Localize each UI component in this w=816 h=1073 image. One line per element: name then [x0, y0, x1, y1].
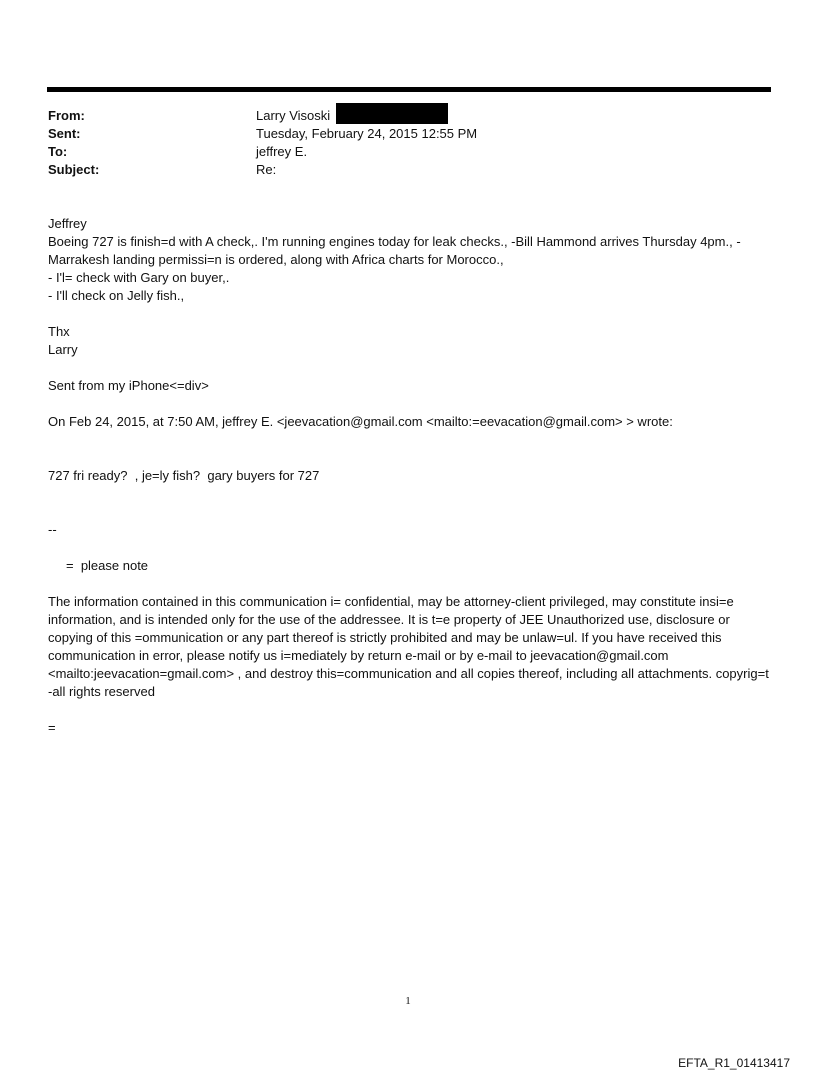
quote-header: On Feb 24, 2015, at 7:50 AM, jeffrey E. <jeevacation@gmail.com <mailto:=eevacation@gmail.com> > wrote: [48, 414, 673, 429]
sent-label: Sent: [48, 126, 81, 141]
sent-from-line: Sent from my iPhone<=div> [48, 378, 209, 393]
subject-label: Subject: [48, 162, 100, 177]
from-value: Larry Visoski [256, 108, 331, 123]
redaction-bar [336, 103, 448, 124]
message-line-gary: - I'l= check with Gary on buyer,. [48, 270, 230, 285]
subject-value: Re: [256, 162, 277, 177]
quoted-message: 727 fri ready? , je=ly fish? gary buyers for 727 [48, 468, 320, 483]
to-value: jeffrey E. [256, 144, 308, 159]
message-line-jelly: - I'll check on Jelly fish., [48, 288, 185, 303]
trailing-equals: = [48, 720, 56, 735]
header-rule [47, 87, 771, 92]
greeting: Jeffrey [48, 216, 87, 231]
message-paragraph: Boeing 727 is finish=d with A check,. I'm running engines today for leak checks., -Bill Hammond arrives Thursday 4pm., -Marrakesh landing permissi=n is ordered, along with Africa charts for Morocco., [48, 234, 741, 267]
confidentiality-disclaimer: The information contained in this communication i= confidential, may be attorney-client privileged, may constitute insi=e information, and is intended only for the use of the addressee. It is t=e property of JEE Unauthorized use, disclosure or copying of this =ommunication or any part thereof is strictly prohibited and may be unlaw=ul. If you have received this communication in error, please notify us i=mediately by return e-mail or by e-mail to jeevacation@gmail.com <mailto:jeevacation=gmail.com> , and destroy this=communication and all copies thereof, including all attachments. copyrig=t -all rights reserved [48, 594, 773, 699]
please-note-line: = please note [66, 558, 149, 573]
signature-separator: -- [48, 522, 57, 537]
page-number: 1 [405, 995, 411, 1007]
from-label: From: [48, 108, 85, 123]
document-id: EFTA_R1_01413417 [678, 1056, 790, 1070]
sent-value: Tuesday, February 24, 2015 12:55 PM [256, 126, 478, 141]
to-label: To: [48, 144, 68, 159]
closing-thx: Thx [48, 324, 70, 339]
signature: Larry [48, 342, 78, 357]
